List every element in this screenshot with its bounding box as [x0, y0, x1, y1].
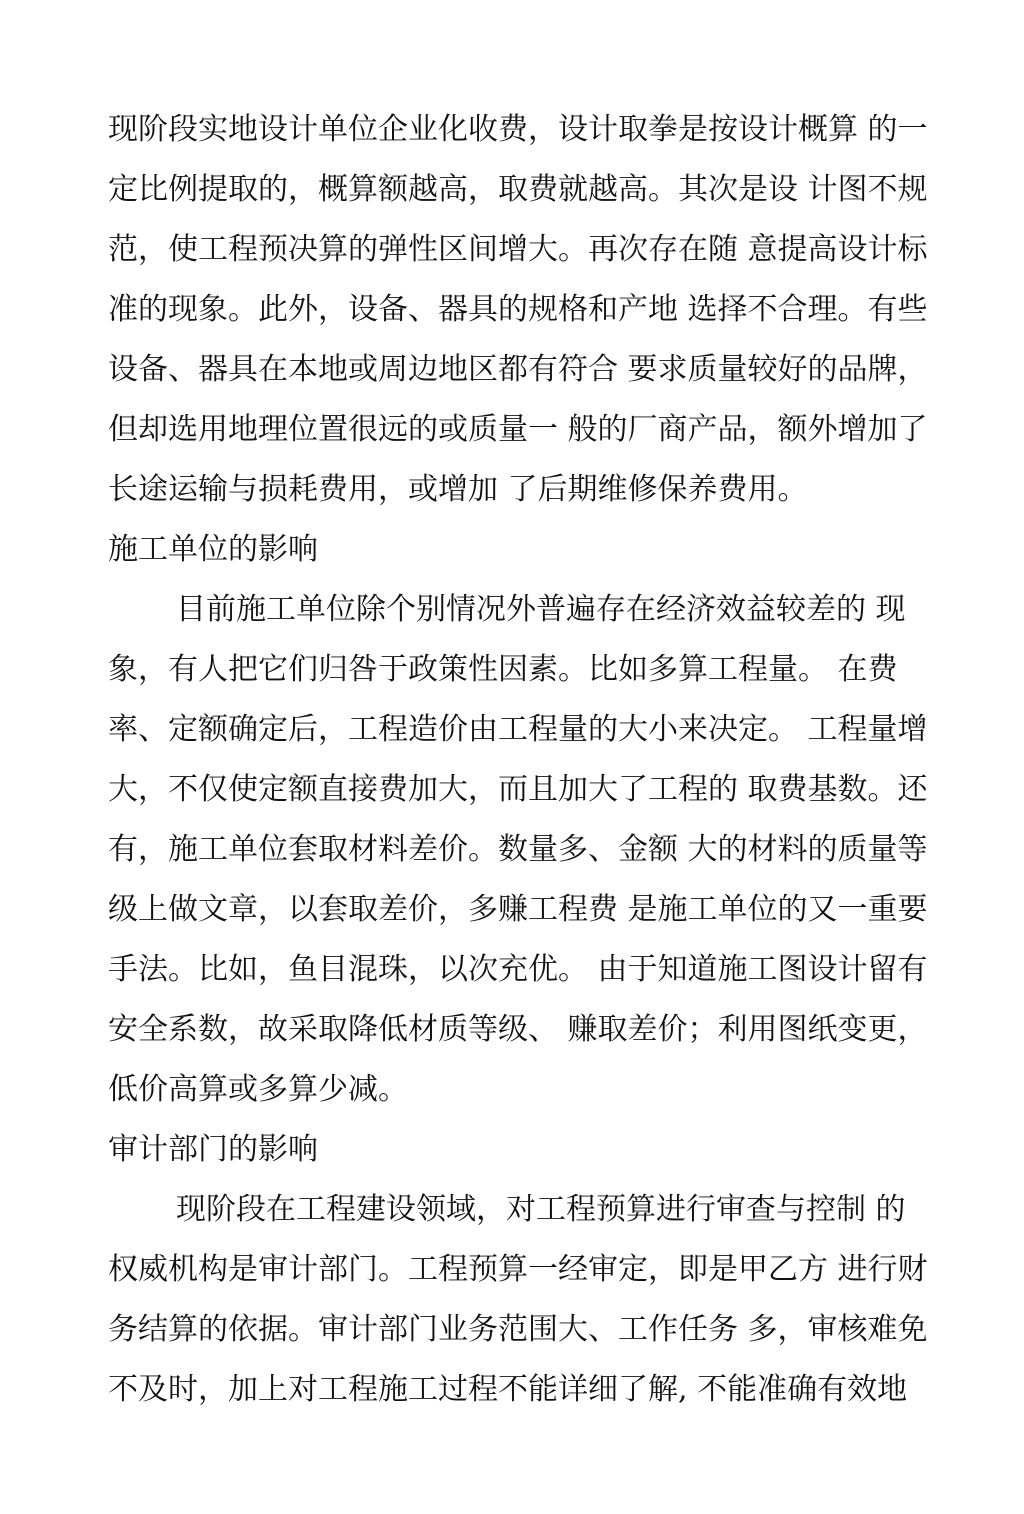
body-text-line: 级上做文章，以套取差价，多赚工程费 是施工单位的又一重要: [108, 892, 928, 927]
body-text-line: 大，不仅使定额直接费加大，而且加大了工程的 取费基数。还: [108, 772, 928, 807]
body-text-line: 但却选用地理位置很远的或质量一 般的厂商产品，额外增加了: [108, 412, 928, 447]
body-text-line: 务结算的依据。审计部门业务范围大、工作任务 多，审核难免: [108, 1312, 928, 1347]
body-text-line: 定比例提取的，概算额越高，取费就越高。其次是设 计图不规: [108, 172, 928, 207]
body-text-line: 范，使工程预决算的弹性区间增大。再次存在随 意提高设计标: [108, 232, 928, 267]
body-text-line: 象，有人把它们归咎于政策性因素。比如多算工程量。 在费: [108, 652, 898, 687]
body-text-line: 低价高算或多算少减。: [108, 1072, 408, 1107]
body-text-line: 率、定额确定后，工程造价由工程量的大小来决定。 工程量增: [108, 712, 928, 747]
body-text-line: 准的现象。此外，设备、器具的规格和产地 选择不合理。有些: [108, 292, 928, 327]
body-text-line: 安全系数，故采取降低材质等级、 赚取差价；利用图纸变更，: [108, 1012, 928, 1047]
body-text-line: 设备、器具在本地或周边地区都有符合 要求质量较好的品牌，: [108, 352, 928, 387]
body-text-line: 有，施工单位套取材料差价。数量多、金额 大的材料的质量等: [108, 832, 928, 867]
body-text-line: 手法。比如，鱼目混珠，以次充优。 由于知道施工图设计留有: [108, 952, 928, 987]
section-heading: 施工单位的影响: [108, 532, 318, 567]
body-text-line: 长途运输与损耗费用，或增加 了后期维修保养费用。: [108, 472, 808, 507]
body-text-line: 目前施工单位除个别情况外普遍存在经济效益较差的 现: [176, 592, 906, 627]
body-text-line: 权威机构是审计部门。工程预算一经审定，即是甲乙方 进行财: [108, 1252, 928, 1287]
body-text-line: 现阶段在工程建设领域，对工程预算进行审查与控制 的: [176, 1192, 906, 1227]
body-text-line: 现阶段实地设计单位企业化收费，设计取拳是按设计概算 的一: [108, 112, 928, 147]
section-heading: 审计部门的影响: [108, 1132, 318, 1167]
body-text-line: 不及时，加上对工程施工过程不能详细了解, 不能准确有效地: [108, 1372, 908, 1407]
